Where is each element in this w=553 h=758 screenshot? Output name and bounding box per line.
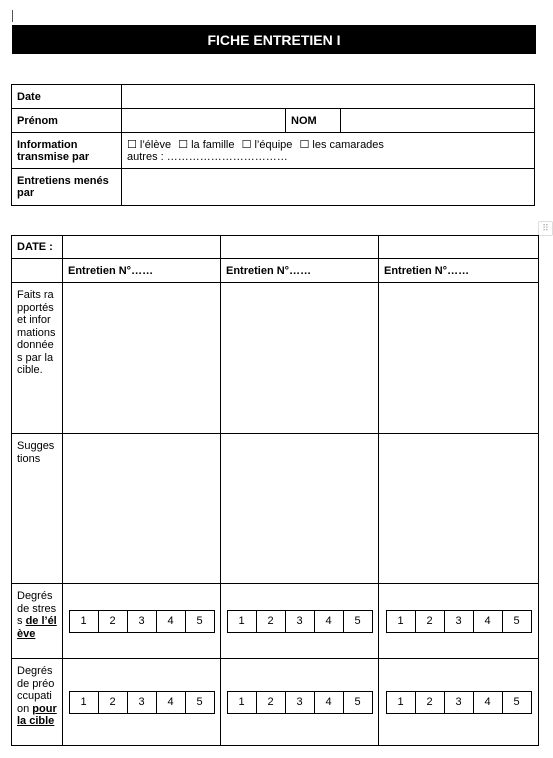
scale-option[interactable]: 2 xyxy=(256,692,285,713)
entretiens-field[interactable] xyxy=(122,169,535,206)
preocc-cell-3 xyxy=(379,659,539,746)
page-title xyxy=(12,25,536,54)
scale-option[interactable]: 4 xyxy=(156,692,185,713)
scale-option[interactable]: 5 xyxy=(185,692,214,713)
suggestions-label: Suggestions xyxy=(12,434,63,584)
prenom-label: Prénom xyxy=(12,109,122,133)
scale-option[interactable]: 5 xyxy=(185,611,214,632)
grid-date-label: DATE : xyxy=(12,236,63,259)
suggestions-cell-3[interactable] xyxy=(379,434,539,584)
grid-date-cell-2[interactable] xyxy=(221,236,379,259)
prenom-field[interactable] xyxy=(122,109,286,133)
stress-label xyxy=(12,584,63,659)
faits-cell-3[interactable] xyxy=(379,283,539,434)
scale-option[interactable]: 1 xyxy=(397,615,404,627)
stress-scale xyxy=(69,610,215,633)
scale-option[interactable]: 1 xyxy=(238,615,245,627)
option-famille[interactable]: ☐ la famille xyxy=(178,139,235,151)
autres-line[interactable]: autres : …………………………… xyxy=(127,151,288,163)
grid-date-cell-3[interactable] xyxy=(379,236,539,259)
stress-label-plain: Degrés de stress xyxy=(17,590,57,627)
scale-option[interactable]: 4 xyxy=(156,611,185,632)
option-camarades[interactable]: ☐ les camarades xyxy=(299,139,384,151)
faits-cell-1[interactable] xyxy=(63,283,221,434)
information-label: Information transmise par xyxy=(12,133,122,169)
scale-option[interactable]: 4 xyxy=(314,611,343,632)
scale-option[interactable]: 4 xyxy=(473,611,502,632)
stress-scale xyxy=(227,610,373,633)
stress-cell-3 xyxy=(379,584,539,659)
suggestions-cell-1[interactable] xyxy=(63,434,221,584)
scale-option[interactable]: 1 xyxy=(80,615,87,627)
text-cursor xyxy=(12,10,13,22)
scale-option[interactable]: 2 xyxy=(98,611,127,632)
option-equipe[interactable]: ☐ l’équipe xyxy=(241,139,293,151)
scale-option[interactable]: 2 xyxy=(256,611,285,632)
scale-option[interactable]: 4 xyxy=(473,692,502,713)
date-field[interactable] xyxy=(122,85,535,109)
entretien-header-3: Entretien N°…… xyxy=(379,259,539,283)
faits-label: Faits rapportés et informations données par la cible. xyxy=(12,283,63,434)
entretiens-label: Entretiens menés par xyxy=(12,169,122,206)
stress-label-bold: de l’élève xyxy=(17,615,57,640)
info-table xyxy=(11,84,535,206)
page-title-text: FICHE ENTRETIEN I xyxy=(207,31,341,48)
scale-option[interactable]: 1 xyxy=(397,696,404,708)
option-eleve[interactable]: ☐ l’élève xyxy=(127,139,172,151)
scale-option[interactable]: 2 xyxy=(415,692,444,713)
scale-option[interactable]: 3 xyxy=(444,611,473,632)
nom-field[interactable] xyxy=(341,109,535,133)
scale-option[interactable]: 5 xyxy=(343,692,372,713)
scale-option[interactable]: 4 xyxy=(314,692,343,713)
scale-option[interactable]: 1 xyxy=(80,696,87,708)
preocc-scale xyxy=(386,691,532,714)
preocc-scale xyxy=(227,691,373,714)
grid-date-cell-1[interactable] xyxy=(63,236,221,259)
stress-cell-2 xyxy=(221,584,379,659)
suggestions-cell-2[interactable] xyxy=(221,434,379,584)
scale-option[interactable]: 5 xyxy=(343,611,372,632)
scale-option[interactable]: 3 xyxy=(285,692,314,713)
stress-cell-1 xyxy=(63,584,221,659)
nom-label: NOM xyxy=(286,109,341,133)
preocc-cell-1 xyxy=(63,659,221,746)
entretien-header-2: Entretien N°…… xyxy=(221,259,379,283)
scale-option[interactable]: 3 xyxy=(127,692,156,713)
preocc-scale xyxy=(69,691,215,714)
preocc-label-bold: pour la cible xyxy=(17,702,57,727)
stress-scale xyxy=(386,610,532,633)
interview-grid xyxy=(11,235,539,746)
preoccupation-label xyxy=(12,659,63,746)
preocc-cell-2 xyxy=(221,659,379,746)
scale-option[interactable]: 3 xyxy=(444,692,473,713)
information-field xyxy=(122,133,535,169)
scale-option[interactable]: 2 xyxy=(415,611,444,632)
grid-empty-cell xyxy=(12,259,63,283)
scale-option[interactable]: 5 xyxy=(502,692,531,713)
scale-option[interactable]: 2 xyxy=(98,692,127,713)
preocc-label-plain: Degrés de préoccupation xyxy=(17,665,55,715)
scale-option[interactable]: 3 xyxy=(285,611,314,632)
faits-cell-2[interactable] xyxy=(221,283,379,434)
entretien-header-1: Entretien N°…… xyxy=(63,259,221,283)
drag-handle-icon[interactable]: ⠿ xyxy=(538,221,553,236)
date-label: Date xyxy=(12,85,122,109)
scale-option[interactable]: 3 xyxy=(127,611,156,632)
scale-option[interactable]: 1 xyxy=(238,696,245,708)
scale-option[interactable]: 5 xyxy=(502,611,531,632)
